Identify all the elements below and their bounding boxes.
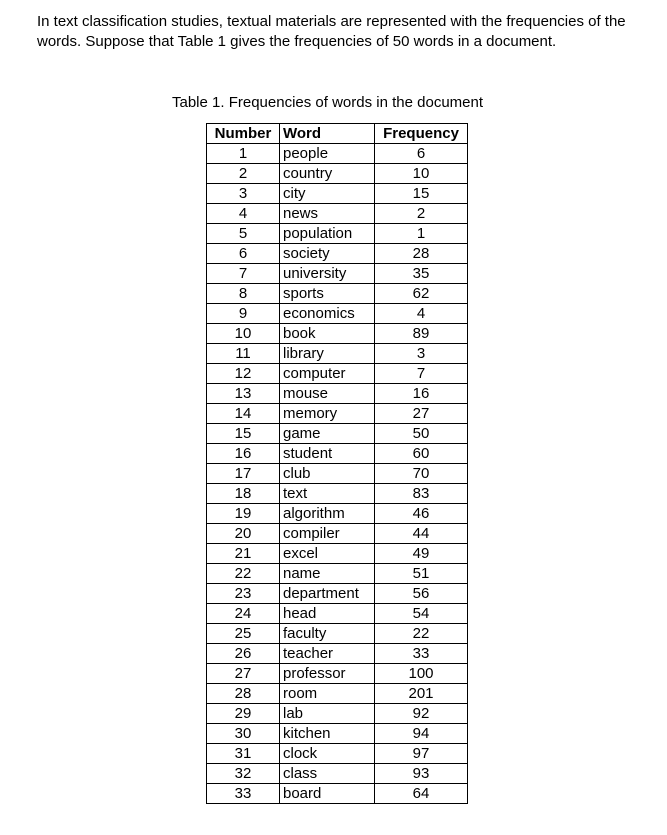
cell-word: kitchen (280, 724, 375, 744)
cell-word: sports (280, 284, 375, 304)
cell-frequency: 33 (375, 644, 468, 664)
table-row (207, 144, 468, 164)
cell-word: university (280, 264, 375, 284)
table-row (207, 724, 468, 744)
cell-frequency: 4 (375, 304, 468, 324)
cell-number: 31 (207, 744, 280, 764)
cell-frequency: 16 (375, 384, 468, 404)
cell-word: lab (280, 704, 375, 724)
table-row (207, 264, 468, 284)
cell-word: economics (280, 304, 375, 324)
cell-word: professor (280, 664, 375, 684)
cell-number: 6 (207, 244, 280, 264)
cell-word: library (280, 344, 375, 364)
table-row (207, 524, 468, 544)
table-row (207, 744, 468, 764)
cell-frequency: 27 (375, 404, 468, 424)
cell-number: 17 (207, 464, 280, 484)
cell-word: computer (280, 364, 375, 384)
cell-word: club (280, 464, 375, 484)
intro-paragraph: In text classification studies, textual materials are represented with the frequencies of the words. Suppose that Table 1 gives the frequencies of 50 words in a document. (37, 13, 626, 50)
table-row (207, 624, 468, 644)
cell-frequency: 97 (375, 744, 468, 764)
cell-number: 19 (207, 504, 280, 524)
cell-frequency: 22 (375, 624, 468, 644)
cell-word: class (280, 764, 375, 784)
cell-number: 24 (207, 604, 280, 624)
cell-number: 8 (207, 284, 280, 304)
cell-frequency: 94 (375, 724, 468, 744)
cell-word: people (280, 144, 375, 164)
frequency-table (206, 123, 468, 804)
cell-number: 18 (207, 484, 280, 504)
cell-frequency: 28 (375, 244, 468, 264)
cell-frequency: 7 (375, 364, 468, 384)
cell-word: head (280, 604, 375, 624)
table-row (207, 644, 468, 664)
table-caption: Table 1. Frequencies of words in the document (172, 94, 484, 111)
header-number: Number (207, 124, 280, 144)
header-frequency: Frequency (375, 124, 468, 144)
table-row (207, 224, 468, 244)
table-row (207, 564, 468, 584)
table-row (207, 684, 468, 704)
cell-word: teacher (280, 644, 375, 664)
cell-frequency: 1 (375, 224, 468, 244)
table-row (207, 664, 468, 684)
table-row (207, 464, 468, 484)
cell-number: 33 (207, 784, 280, 804)
table-row (207, 304, 468, 324)
cell-number: 26 (207, 644, 280, 664)
cell-word: mouse (280, 384, 375, 404)
cell-number: 16 (207, 444, 280, 464)
table-row (207, 324, 468, 344)
cell-frequency: 54 (375, 604, 468, 624)
table-header-row (207, 124, 468, 144)
cell-word: name (280, 564, 375, 584)
cell-number: 11 (207, 344, 280, 364)
cell-word: book (280, 324, 375, 344)
table-row (207, 364, 468, 384)
cell-number: 3 (207, 184, 280, 204)
cell-number: 14 (207, 404, 280, 424)
cell-number: 21 (207, 544, 280, 564)
cell-number: 4 (207, 204, 280, 224)
cell-frequency: 62 (375, 284, 468, 304)
table-row (207, 404, 468, 424)
cell-number: 22 (207, 564, 280, 584)
cell-number: 12 (207, 364, 280, 384)
table-row (207, 604, 468, 624)
cell-word: board (280, 784, 375, 804)
cell-frequency: 70 (375, 464, 468, 484)
header-word: Word (280, 124, 375, 144)
table-row (207, 164, 468, 184)
table-row (207, 344, 468, 364)
cell-frequency: 51 (375, 564, 468, 584)
cell-word: algorithm (280, 504, 375, 524)
cell-number: 1 (207, 144, 280, 164)
table-row (207, 484, 468, 504)
table-row (207, 444, 468, 464)
cell-word: department (280, 584, 375, 604)
cell-frequency: 60 (375, 444, 468, 464)
cell-word: excel (280, 544, 375, 564)
cell-frequency: 201 (375, 684, 468, 704)
cell-frequency: 10 (375, 164, 468, 184)
table-row (207, 284, 468, 304)
cell-word: memory (280, 404, 375, 424)
table-row (207, 544, 468, 564)
cell-frequency: 2 (375, 204, 468, 224)
table-row (207, 764, 468, 784)
cell-number: 29 (207, 704, 280, 724)
cell-word: faculty (280, 624, 375, 644)
cell-frequency: 100 (375, 664, 468, 684)
cell-word: text (280, 484, 375, 504)
cell-word: game (280, 424, 375, 444)
cell-frequency: 64 (375, 784, 468, 804)
cell-word: country (280, 164, 375, 184)
table-row (207, 584, 468, 604)
cell-word: population (280, 224, 375, 244)
table-row (207, 244, 468, 264)
cell-frequency: 83 (375, 484, 468, 504)
cell-frequency: 89 (375, 324, 468, 344)
cell-frequency: 35 (375, 264, 468, 284)
cell-number: 30 (207, 724, 280, 744)
cell-word: room (280, 684, 375, 704)
cell-number: 5 (207, 224, 280, 244)
table-row (207, 384, 468, 404)
cell-frequency: 44 (375, 524, 468, 544)
cell-word: city (280, 184, 375, 204)
cell-word: news (280, 204, 375, 224)
cell-frequency: 49 (375, 544, 468, 564)
cell-frequency: 93 (375, 764, 468, 784)
cell-number: 13 (207, 384, 280, 404)
table-row (207, 784, 468, 804)
cell-number: 20 (207, 524, 280, 544)
cell-frequency: 92 (375, 704, 468, 724)
cell-number: 7 (207, 264, 280, 284)
cell-frequency: 15 (375, 184, 468, 204)
table-row (207, 504, 468, 524)
cell-number: 10 (207, 324, 280, 344)
table-row (207, 704, 468, 724)
table-row (207, 424, 468, 444)
table-row (207, 184, 468, 204)
cell-frequency: 50 (375, 424, 468, 444)
cell-frequency: 46 (375, 504, 468, 524)
cell-number: 23 (207, 584, 280, 604)
cell-word: student (280, 444, 375, 464)
cell-frequency: 56 (375, 584, 468, 604)
cell-frequency: 6 (375, 144, 468, 164)
cell-number: 25 (207, 624, 280, 644)
cell-number: 2 (207, 164, 280, 184)
cell-frequency: 3 (375, 344, 468, 364)
table-row (207, 204, 468, 224)
cell-word: compiler (280, 524, 375, 544)
table-body (207, 144, 468, 804)
cell-number: 15 (207, 424, 280, 444)
cell-word: society (280, 244, 375, 264)
cell-number: 28 (207, 684, 280, 704)
cell-number: 9 (207, 304, 280, 324)
cell-number: 27 (207, 664, 280, 684)
cell-number: 32 (207, 764, 280, 784)
cell-word: clock (280, 744, 375, 764)
